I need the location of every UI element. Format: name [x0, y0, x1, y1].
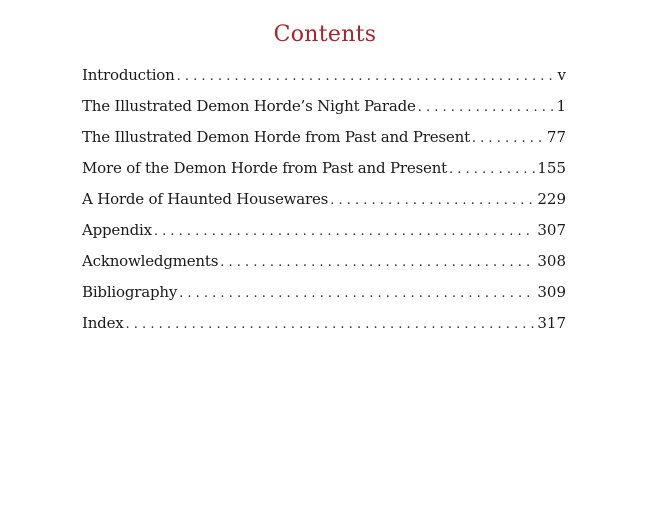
dot-leader	[126, 309, 536, 340]
toc-entry-title: Index	[82, 314, 124, 332]
page-title: Contents	[273, 22, 377, 47]
toc-entry-night-parade[interactable]	[82, 91, 566, 122]
toc-entry-title: The Illustrated Demon Horde from Past and Present	[82, 128, 470, 146]
toc-entry-title: A Horde of Haunted Housewares	[82, 190, 329, 208]
toc-entry-page: 309	[537, 283, 566, 301]
toc-entry-page: 1	[556, 97, 566, 115]
dot-leader	[177, 61, 556, 92]
dot-leader	[418, 92, 555, 123]
toc-entry-title: More of the Demon Horde from Past and Present	[82, 159, 447, 177]
toc-entry-acknowledgments[interactable]	[82, 246, 566, 277]
toc-entry-title: Bibliography	[82, 283, 178, 301]
toc-entry-haunted-housewares[interactable]	[82, 184, 566, 215]
toc-entry-past-and-present[interactable]	[82, 122, 566, 153]
dot-leader	[449, 154, 535, 185]
table-of-contents	[82, 60, 566, 339]
dot-leader	[330, 185, 535, 216]
dot-leader	[472, 123, 545, 154]
toc-entry-title: Appendix	[82, 221, 152, 239]
toc-entry-page: 229	[537, 190, 566, 208]
toc-entry-page: 308	[537, 252, 566, 270]
toc-entry-page: 307	[537, 221, 566, 239]
dot-leader	[220, 247, 535, 278]
toc-entry-more-demon-horde[interactable]	[82, 153, 566, 184]
toc-entry-title: Introduction	[82, 66, 175, 84]
toc-entry-title: The Illustrated Demon Horde’s Night Parade	[82, 97, 416, 115]
toc-entry-page: 155	[537, 159, 566, 177]
dot-leader	[179, 278, 535, 309]
toc-entry-title: Acknowledgments	[82, 252, 219, 270]
dot-leader	[154, 216, 536, 247]
toc-entry-page: v	[557, 66, 566, 84]
toc-entry-page: 317	[537, 314, 566, 332]
toc-entry-index[interactable]	[82, 308, 566, 339]
toc-entry-bibliography[interactable]	[82, 277, 566, 308]
toc-entry-appendix[interactable]	[82, 215, 566, 246]
toc-entry-page: 77	[546, 128, 566, 146]
toc-entry-introduction[interactable]	[82, 60, 566, 91]
